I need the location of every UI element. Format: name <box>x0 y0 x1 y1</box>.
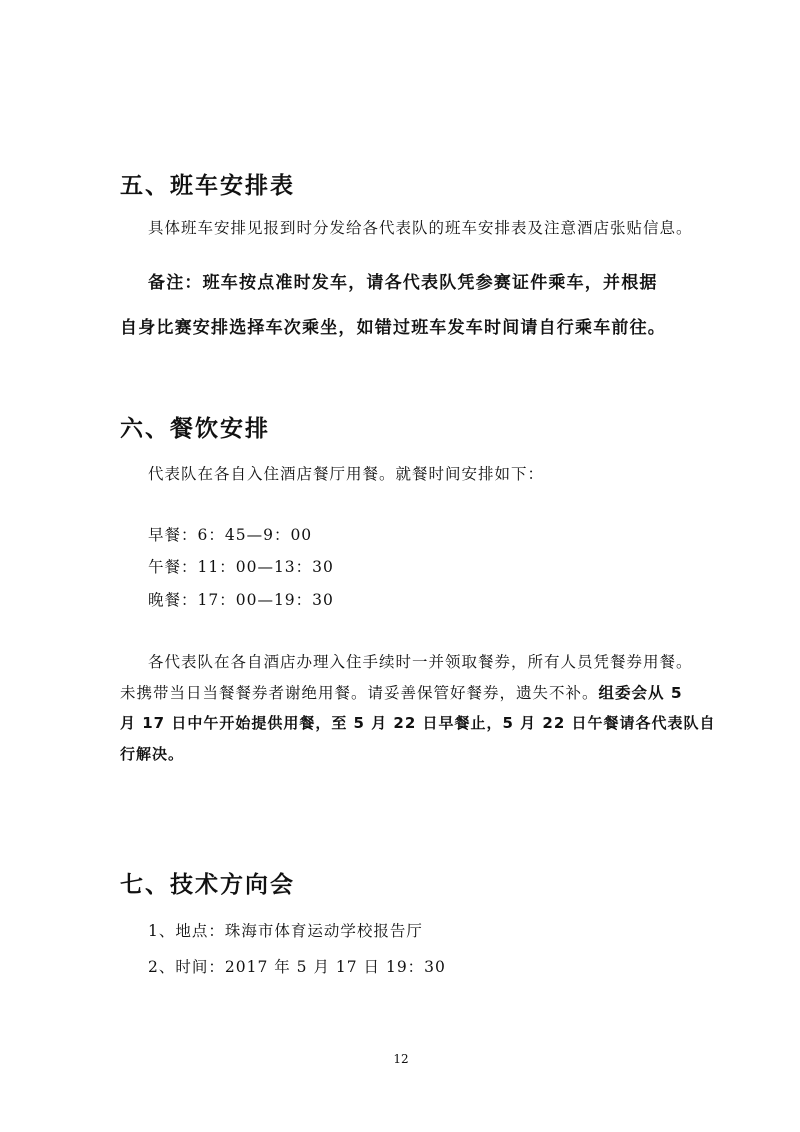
section-6-heading: 六、餐饮安排 <box>120 416 270 442</box>
meal-lunch: 午餐：11：00—13：30 <box>148 558 334 576</box>
section-6-para-line-4: 行解决。 <box>120 745 185 763</box>
section-5-heading: 五、班车安排表 <box>120 173 295 199</box>
section-5-note-line-2: 自身比赛安排选择车次乘坐，如错过班车发车时间请自行乘车前往。 <box>120 318 666 338</box>
section-5-note-line-1: 备注：班车按点准时发车，请各代表队凭参赛证件乘车，并根据 <box>148 273 658 293</box>
section-7-item-time: 2、时间：2017 年 5 月 17 日 19：30 <box>148 958 446 976</box>
section-6-para-line-2-bold: 组委会从 5 <box>598 684 683 702</box>
section-6-para-line-2 <box>120 681 683 703</box>
section-7-item-location: 1、地点：珠海市体育运动学校报告厅 <box>148 922 423 940</box>
meal-breakfast: 早餐：6：45—9：00 <box>148 526 313 544</box>
page-number: 12 <box>393 1052 409 1066</box>
section-7-heading: 七、技术方向会 <box>120 872 295 898</box>
section-6-para-line-1: 各代表队在各自酒店办理入住手续时一并领取餐券，所有人员凭餐券用餐。 <box>148 653 693 671</box>
meal-dinner: 晚餐：17：00—19：30 <box>148 591 334 609</box>
section-6-para-line-3: 月 17 日中午开始提供用餐，至 5 月 22 日早餐止，5 月 22 日午餐请各代表队自 <box>120 714 716 732</box>
section-6-intro: 代表队在各自入住酒店餐厅用餐。就餐时间安排如下： <box>148 465 545 483</box>
section-6-para-line-2-normal: 未携带当日当餐餐券者谢绝用餐。请妥善保管好餐券，遗失不补。 <box>120 684 599 702</box>
section-5-paragraph: 具体班车安排见报到时分发给各代表队的班车安排表及注意酒店张贴信息。 <box>148 219 693 237</box>
